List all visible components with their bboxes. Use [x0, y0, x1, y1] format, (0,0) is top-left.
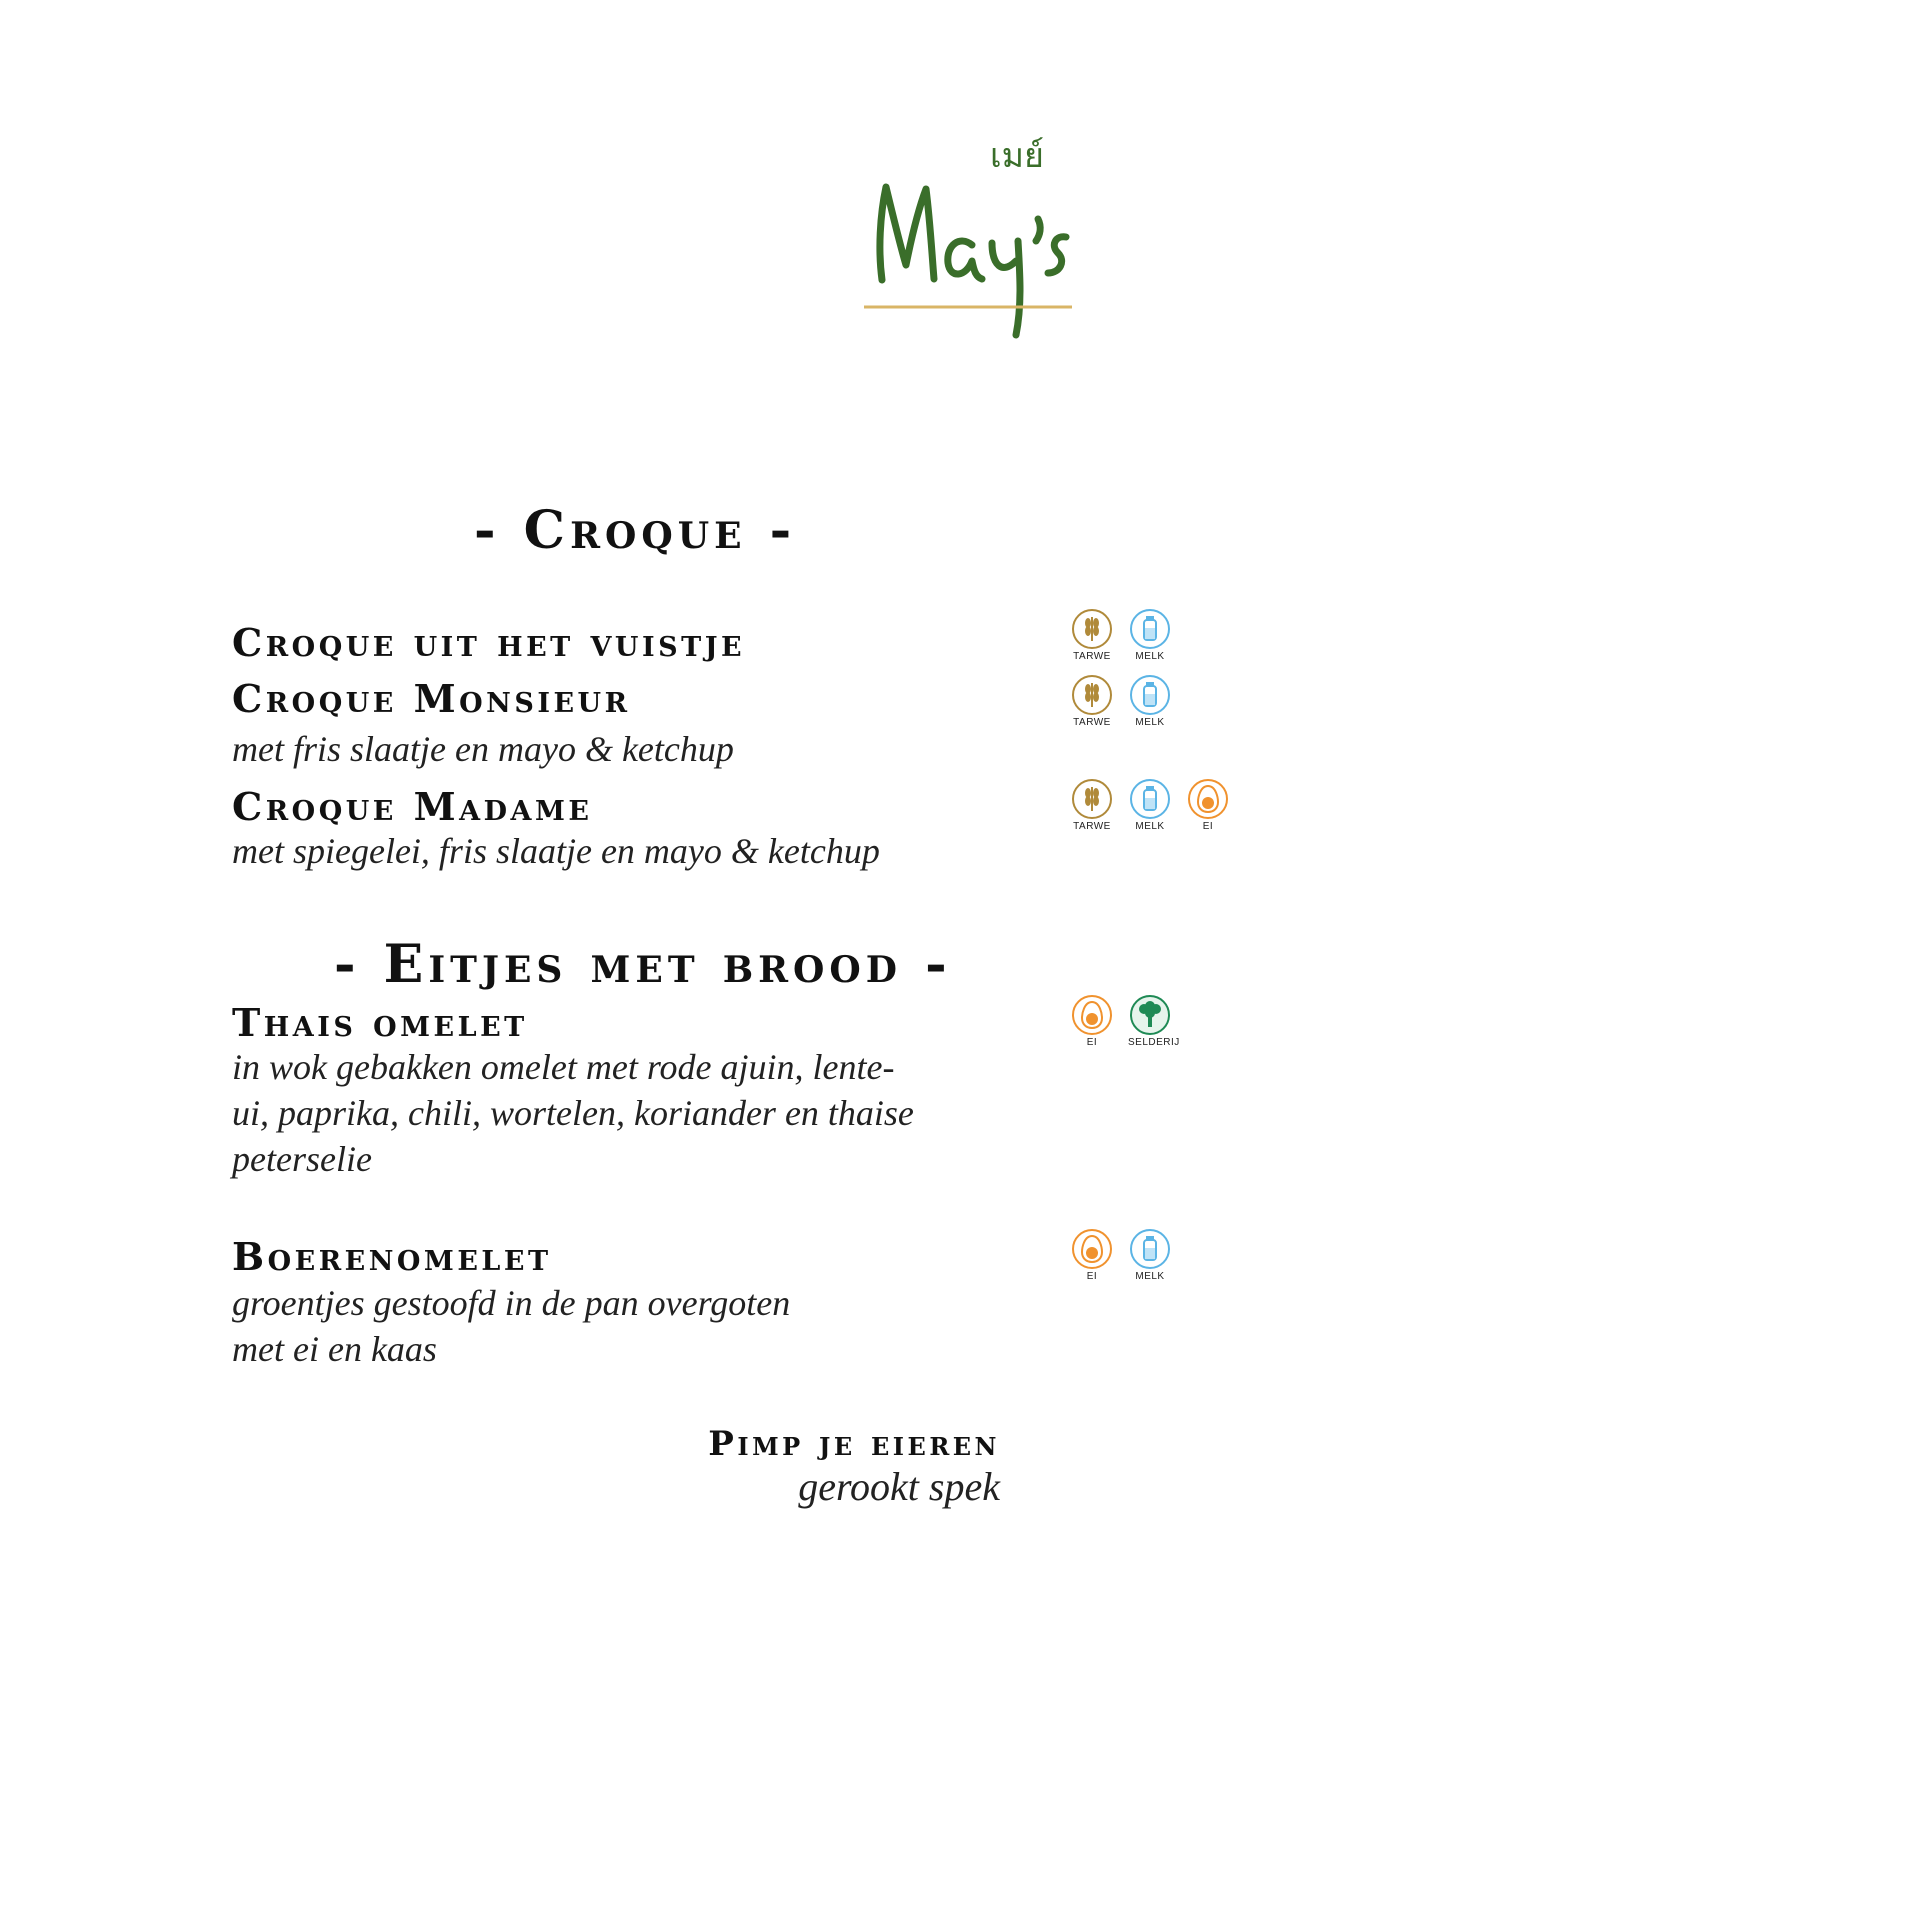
mays-logo	[860, 175, 1090, 345]
allergen-selderij: SELDERIJ	[1128, 994, 1172, 1048]
milk-bottle-icon	[1129, 1228, 1171, 1270]
milk-bottle-icon	[1129, 778, 1171, 820]
menu-item-description: groentjes gestoofd in de pan overgoten met ei en kaas	[232, 1283, 791, 1369]
pimp-je-eieren-title: Pimp je eieren	[708, 1424, 1000, 1464]
logo-thai-text: เมย์	[990, 136, 1044, 176]
section-title-croque: - Croque -	[474, 500, 797, 561]
menu-item-description: met fris slaatje en mayo & ketchup	[232, 729, 734, 769]
allergen-ei: EI	[1070, 1228, 1114, 1282]
pimp-je-eieren-item: gerookt spek	[798, 1464, 1000, 1509]
allergen-group	[1070, 674, 1172, 728]
menu-item-croque-madame: Croque Madame	[232, 784, 593, 829]
menu-item-croque-monsieur: Croque Monsieur	[232, 676, 631, 721]
wheat-icon	[1071, 608, 1113, 650]
allergen-group	[1070, 1228, 1172, 1282]
allergen-group	[1070, 608, 1172, 662]
egg-icon	[1071, 1228, 1113, 1270]
allergen-melk: MELK	[1128, 778, 1172, 832]
allergen-group	[1070, 778, 1230, 832]
milk-bottle-icon	[1129, 608, 1171, 650]
menu-item-description: in wok gebakken omelet met rode ajuin, lente- ui, paprika, chili, wortelen, koriander en thaise peterselie	[232, 1047, 914, 1179]
allergen-tarwe: TARWE	[1070, 778, 1114, 832]
allergen-melk: MELK	[1128, 608, 1172, 662]
egg-icon	[1187, 778, 1229, 820]
allergen-tarwe: TARWE	[1070, 674, 1114, 728]
menu-item-description: met spiegelei, fris slaatje en mayo & ketchup	[232, 831, 880, 871]
allergen-melk: MELK	[1128, 1228, 1172, 1282]
allergen-ei: EI	[1070, 994, 1114, 1048]
wheat-icon	[1071, 778, 1113, 820]
section-title-eitjes-met-brood: - Eitjes met brood -	[334, 934, 952, 995]
menu-item-croque-uit-het-vuistje: Croque uit het vuistje	[232, 620, 746, 665]
allergen-ei: EI	[1186, 778, 1230, 832]
menu-item-thais-omelet: Thais omelet	[232, 1000, 528, 1045]
allergen-melk: MELK	[1128, 674, 1172, 728]
allergen-tarwe: TARWE	[1070, 608, 1114, 662]
celery-icon	[1129, 994, 1171, 1036]
allergen-group	[1070, 994, 1180, 1048]
menu-item-boerenomelet: Boerenomelet	[232, 1234, 552, 1279]
milk-bottle-icon	[1129, 674, 1171, 716]
egg-icon	[1071, 994, 1113, 1036]
wheat-icon	[1071, 674, 1113, 716]
